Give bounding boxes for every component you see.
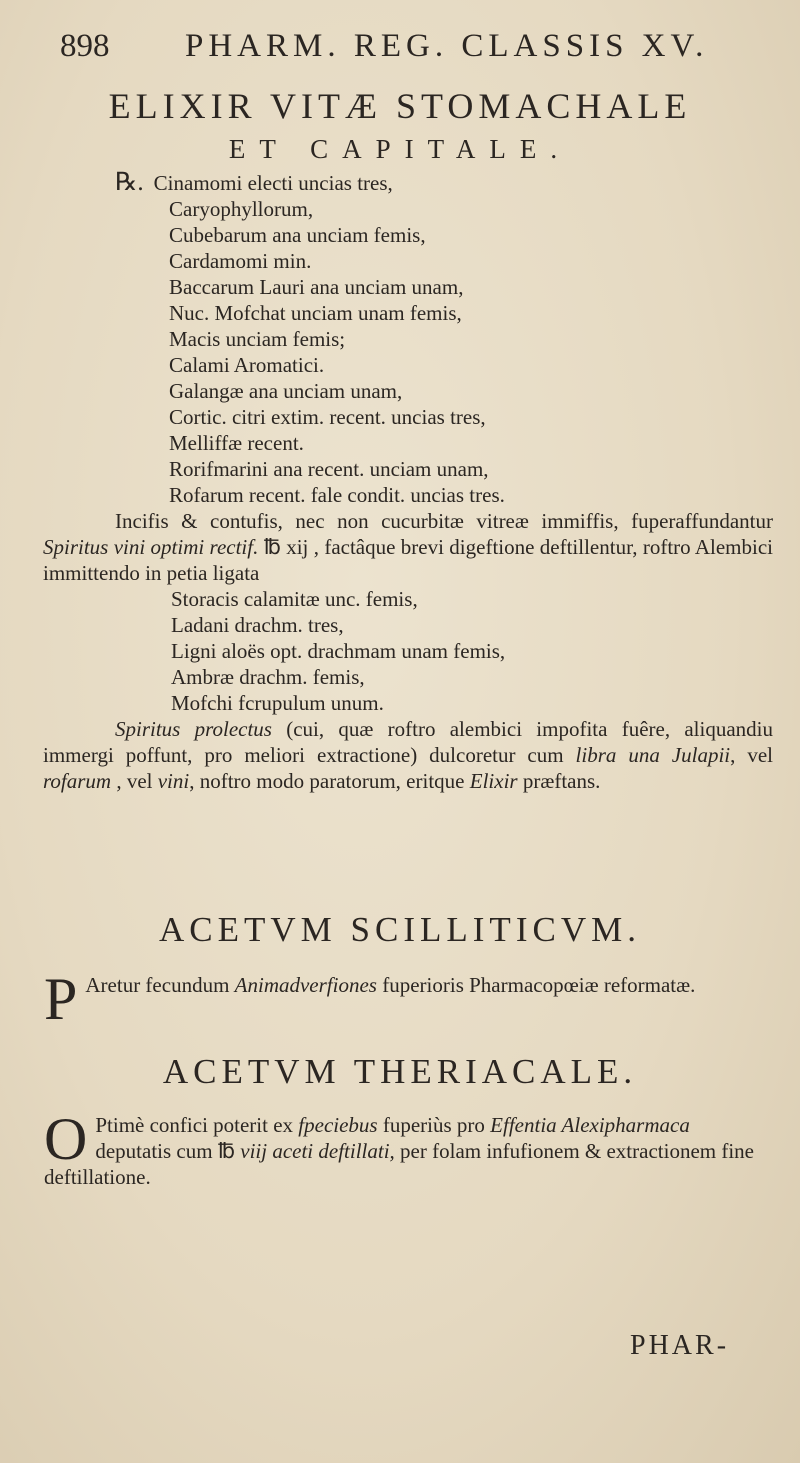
sub-ingredient-line: Mofchi fcrupulum unum. xyxy=(171,691,384,715)
acetum-theriacale-text: O Ptimè confici poterit ex fpeciebus fuperiùs pro Effentia Alexipharmaca deputatis cum ℔ viij aceti deftillati, per folam infufionem & extractionem fine deftillatione. xyxy=(44,1106,755,1189)
elixir-recipe xyxy=(43,169,774,794)
page-header xyxy=(60,28,740,68)
ingredient-line: Galangæ ana unciam unam, xyxy=(169,379,403,403)
catchword: PHAR- xyxy=(630,1330,730,1361)
drop-cap: P xyxy=(44,966,78,1032)
sub-ingredient-line: Ladani drachm. tres, xyxy=(171,613,344,637)
ingredient-line: Nuc. Mofchat unciam unam femis, xyxy=(169,301,462,325)
ingredient-line: Cardamomi min. xyxy=(169,249,312,273)
elixir-subtitle: ET CAPITALE. xyxy=(228,134,572,164)
finishing-paragraph: Spiritus prolectus (cui, quæ roftro alembici impofita fuêre, aliquandiu immergi poffunt, pro meliori extractione) dulcoretur cum libra una Julapii, vel rofarum , vel vini, noftro modo paratorum, eritque Elixir præftans. xyxy=(43,717,774,793)
ingredient-line: Rofarum recent. fale condit. uncias tres. xyxy=(169,483,505,507)
drop-cap: O xyxy=(44,1106,88,1172)
elixir-title: ELIXIR VITÆ STOMACHALE xyxy=(108,86,692,126)
ingredient-line: Calami Aromatici. xyxy=(169,353,325,377)
page-number: 898 xyxy=(60,28,110,64)
ingredient-line: Baccarum Lauri ana unciam unam, xyxy=(169,275,464,299)
sub-ingredient-line: Ligni aloës opt. drachmam unam femis, xyxy=(171,639,506,663)
acetum-scilliticum-text: P Aretur fecundum Animadverfiones fuperioris Pharmacopœiæ reformatæ. xyxy=(44,966,696,1032)
preparation-paragraph: Incifis & contufis, nec non cucurbitæ vitreæ immiffis, fuperaffundantur Spiritus vini optimi rectif. ℔ xij , factâque brevi digeftione deftillentur, roftro Alembici immittendo in petia ligata xyxy=(43,509,773,585)
sub-ingredient-line: Ambræ drachm. femis, xyxy=(171,665,365,689)
recipe-mark: ℞. xyxy=(115,169,144,196)
ingredient-line: Cubebarum ana unciam femis, xyxy=(169,223,426,247)
running-head: PHARM. REG. CLASSIS XV. xyxy=(185,28,709,64)
ingredient-line: Cortic. citri extim. recent. uncias tres, xyxy=(169,405,486,429)
sub-ingredient-line: Storacis calamitæ unc. femis, xyxy=(171,587,418,611)
ingredient-line: Caryophyllorum, xyxy=(169,197,314,221)
ingredient-line: ℞. Cinamomi electi uncias tres, xyxy=(115,169,393,196)
acetum-scilliticum-title: ACETVM SCILLITICVM. xyxy=(159,910,641,949)
ingredient-line: Macis unciam femis; xyxy=(169,327,346,351)
ingredient-line: Rorifmarini ana recent. unciam unam, xyxy=(169,457,489,481)
acetum-theriacale-title: ACETVM THERIACALE. xyxy=(162,1052,638,1091)
ingredient-line: Melliffæ recent. xyxy=(169,431,304,455)
